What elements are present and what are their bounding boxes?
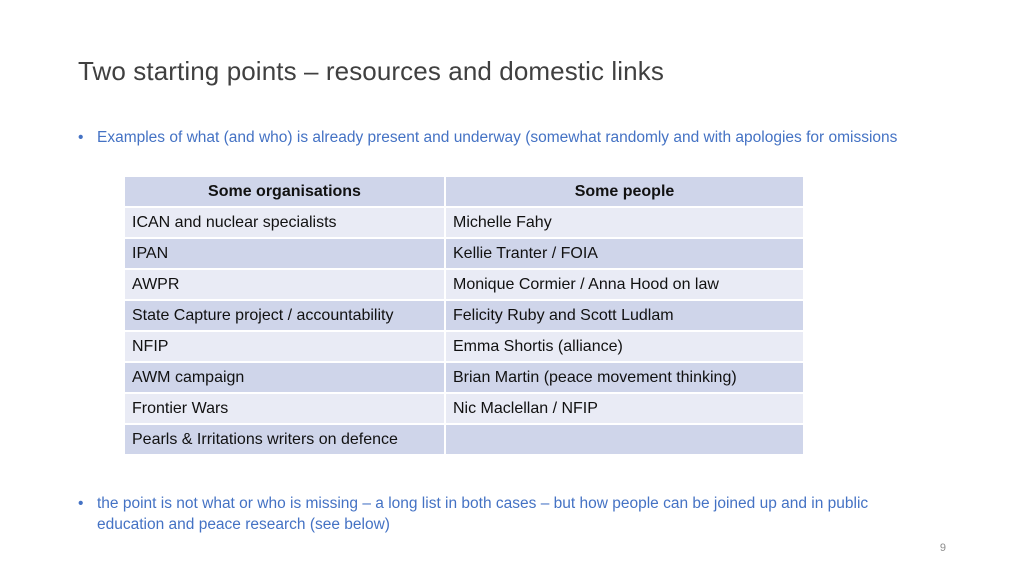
organisation-cell: State Capture project / accountability <box>124 300 445 331</box>
table-row <box>124 331 804 362</box>
organisation-cell: AWPR <box>124 269 445 300</box>
table-row <box>124 424 804 455</box>
person-cell: Nic Maclellan / NFIP <box>445 393 804 424</box>
person-cell: Felicity Ruby and Scott Ludlam <box>445 300 804 331</box>
bullet-icon: • <box>78 129 84 146</box>
page-number: 9 <box>939 542 946 554</box>
person-cell: Brian Martin (peace movement thinking) <box>445 362 804 393</box>
bullet-point-conclusion <box>78 493 938 535</box>
organisation-cell: NFIP <box>124 331 445 362</box>
slide-title: Two starting points – resources and domestic links <box>78 56 664 86</box>
person-cell <box>445 424 804 455</box>
table-row <box>124 207 804 238</box>
table-header-row <box>124 176 804 207</box>
column-header-people: Some people <box>445 176 804 207</box>
bullet-text: Examples of what (and who) is already present and underway (somewhat randomly and with apologies for omissions <box>97 129 898 146</box>
person-cell: Michelle Fahy <box>445 207 804 238</box>
organisation-cell: Frontier Wars <box>124 393 445 424</box>
table-row <box>124 362 804 393</box>
organisation-cell: Pearls & Irritations writers on defence <box>124 424 445 455</box>
bullet-icon: • <box>78 495 84 512</box>
bullet-text: the point is not what or who is missing – a long list in both cases – but how people can be joined up and in public education and peace research (see below) <box>97 495 869 533</box>
person-cell: Kellie Tranter / FOIA <box>445 238 804 269</box>
organisation-cell: IPAN <box>124 238 445 269</box>
person-cell: Monique Cormier / Anna Hood on law <box>445 269 804 300</box>
person-cell: Emma Shortis (alliance) <box>445 331 804 362</box>
table-row <box>124 238 804 269</box>
organisation-cell: AWM campaign <box>124 362 445 393</box>
bullet-point-examples <box>78 127 938 148</box>
table-row <box>124 300 804 331</box>
organisation-cell: ICAN and nuclear specialists <box>124 207 445 238</box>
table-row <box>124 393 804 424</box>
organisations-people-table <box>123 175 805 456</box>
column-header-organisations: Some organisations <box>124 176 445 207</box>
table-row <box>124 269 804 300</box>
